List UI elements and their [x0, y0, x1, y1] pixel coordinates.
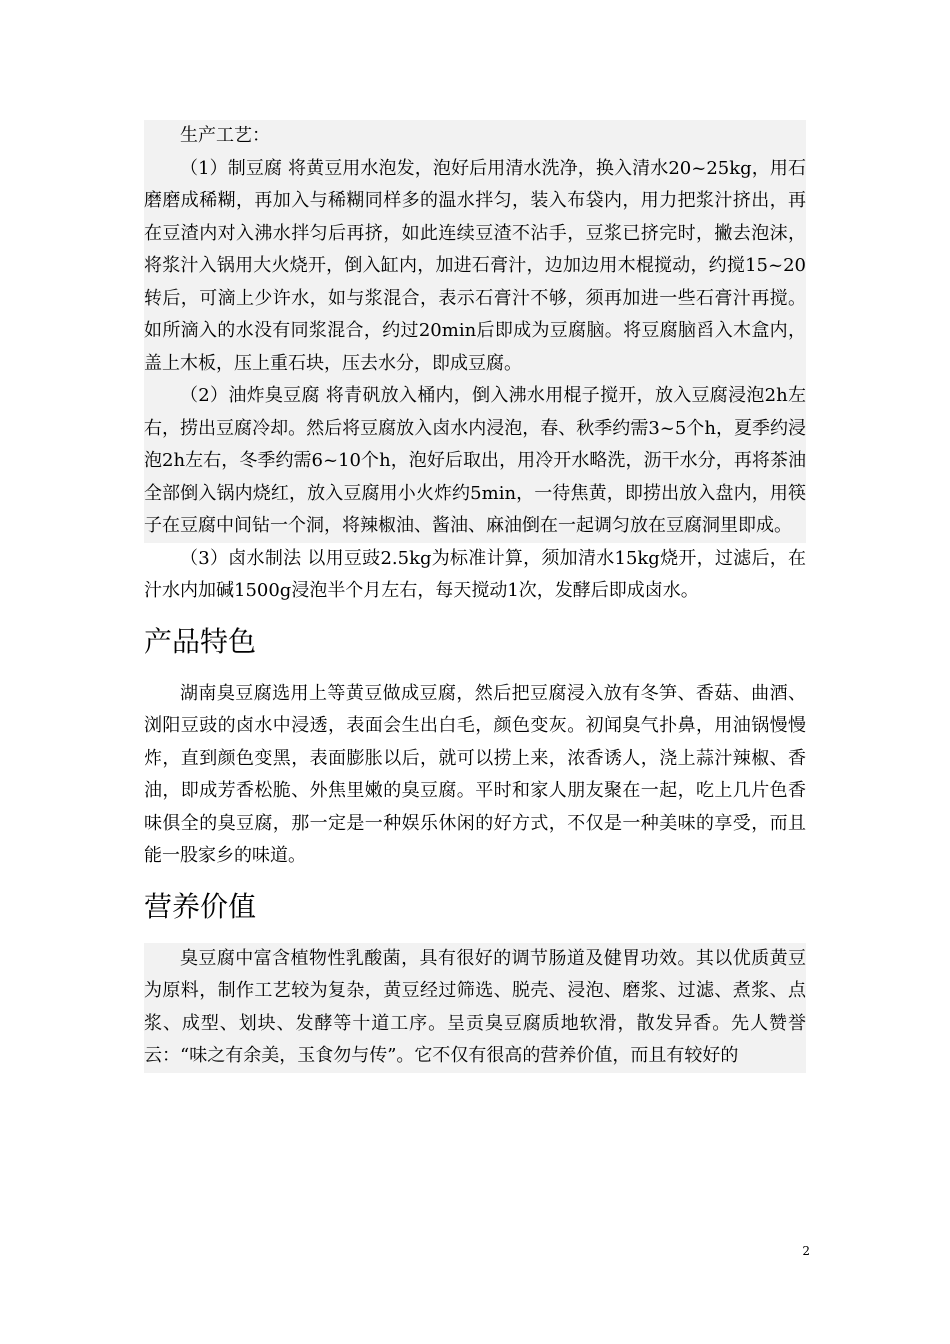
process-step-3: （3）卤水制法 以用豆豉2.5kg为标准计算，须加清水15kg烧开，过滤后，在汁水内加碱1500g浸泡半个月左右，每天搅动1次，发酵后即成卤水。 [144, 547, 806, 601]
nutrition-text: 臭豆腐中富含植物性乳酸菌，具有很好的调节肠道及健胃功效。其以优质黄豆为原料，制作工艺较为复杂，黄豆经过筛选、脱壳、浸泡、磨浆、过滤、煮浆、点浆、成型、划块、发酵等十道工序。呈贡臭豆腐质地软滑，散发异香。先人赞誉云：“味之有余美，玉食勿与传”。它不仅有很高的营养价值，而且有较好的 [144, 947, 806, 1066]
process-step-3-section [144, 543, 806, 608]
features-heading: 产品特色 [144, 624, 257, 658]
nutrition-heading: 营养价值 [144, 889, 257, 923]
process-title: 生产工艺： [180, 125, 270, 146]
document-body [144, 120, 806, 1073]
features-section [144, 678, 806, 873]
page-number: 2 [802, 1244, 810, 1258]
process-step-1: （1）制豆腐 将黄豆用水泡发，泡好后用清水洗净，换入清水20~25kg，用石磨磨成稀糊，再加入与稀糊同样多的温水拌匀，装入布袋内，用力把浆汁挤出，再在豆渣内对入沸水拌匀后再挤，如此连续豆渣不沾手，豆浆已挤完时，撇去泡沫，将浆汁入锅用大火烧开，倒入缸内，加进石膏汁，边加边用木棍搅动，约搅15~20转后，可滴上少许水，如与浆混合，表示石膏汁不够，须再加进一些石膏汁再搅。如所滴入的水没有同浆混合，约过20min后即成为豆腐脑。将豆腐脑舀入木盒内，盖上木板，压上重石块，压去水分，即成豆腐。 [144, 157, 806, 374]
nutrition-section [144, 943, 806, 1073]
features-text: 湖南臭豆腐选用上等黄豆做成豆腐，然后把豆腐浸入放有冬笋、香菇、曲酒、浏阳豆豉的卤水中浸透，表面会生出白毛，颜色变灰。初闻臭气扑鼻，用油锅慢慢炸，直到颜色变黑，表面膨胀以后，就可以捞上来，浓香诱人，浇上蒜汁辣椒、香油，即成芳香松脆、外焦里嫩的臭豆腐。平时和家人朋友聚在一起，吃上几片色香味俱全的臭豆腐，那一定是一种娱乐休闲的好方式，不仅是一种美味的享受，而且能一股家乡的味道。 [144, 682, 806, 866]
process-step-2: （2）油炸臭豆腐 将青矾放入桶内，倒入沸水用棍子搅开，放入豆腐浸泡2h左右，捞出豆腐冷却。然后将豆腐放入卤水内浸泡，春、秋季约需3~5个h，夏季约浸泡2h左右，冬季约需6~10个h，泡好后取出，用冷开水略洗，沥干水分，再将茶油全部倒入锅内烧红，放入豆腐用小火炸约5min，一待焦黄，即捞出放入盘内，用筷子在豆腐中间钻一个洞，将辣椒油、酱油、麻油倒在一起调匀放在豆腐洞里即成。 [144, 385, 806, 536]
process-section [144, 120, 806, 543]
